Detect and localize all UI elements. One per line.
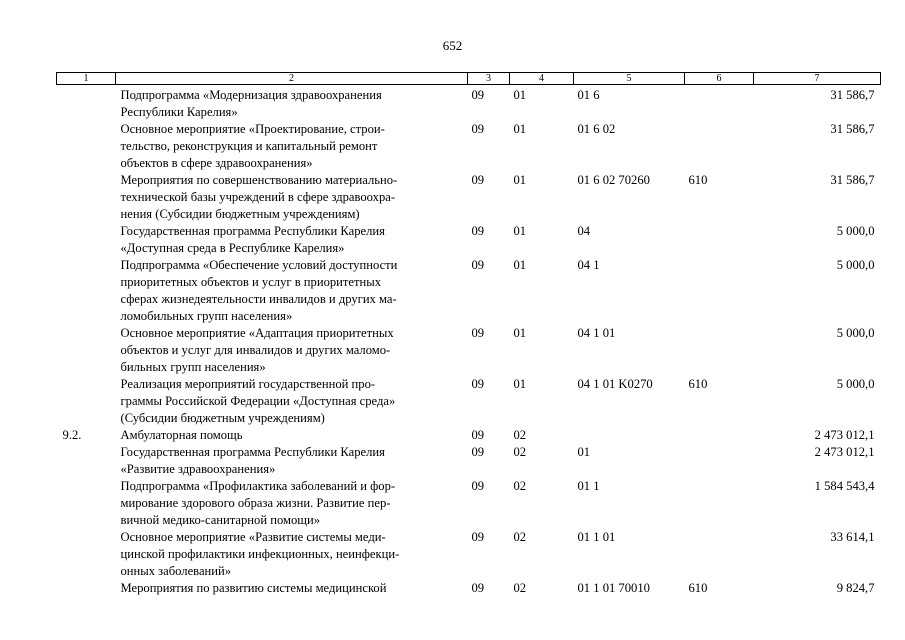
row-subsection-code: 02 (513, 581, 527, 595)
row-number (57, 529, 116, 580)
row-amount: 5 000,0 (836, 224, 875, 238)
row-section-code: 09 (471, 445, 485, 459)
row-number (57, 580, 116, 597)
row-target-article-code: 01 6 (577, 88, 600, 102)
row-expense-type-code: 610 (688, 377, 708, 391)
row-amount: 31 586,7 (830, 173, 875, 187)
row-name-line: технической базы учреждений в сфере здравоохра- (120, 190, 396, 204)
row-name-line: Основное мероприятие «Проектирование, строи- (120, 122, 385, 136)
column-header: 2 (116, 73, 468, 85)
table-row (57, 87, 881, 121)
row-target-article-code (574, 427, 685, 444)
row-expense-type-code (685, 325, 754, 376)
page-number: 652 (442, 38, 463, 53)
row-name-line: Республики Карелия» (120, 105, 238, 119)
row-name-line: «Доступная среда в Республике Карелия» (120, 241, 345, 255)
row-name-line: Подпрограмма «Профилактика заболеваний и фор- (120, 479, 396, 493)
row-name (116, 478, 468, 529)
row-section-code: 09 (471, 530, 485, 544)
row-expense-type-code (685, 478, 754, 529)
row-subsection-code: 02 (513, 530, 527, 544)
row-amount: 5 000,0 (836, 258, 875, 272)
row-amount: 2 473 012,1 (814, 428, 875, 442)
row-name (116, 529, 468, 580)
table-row (57, 376, 881, 427)
column-header: 1 (57, 73, 116, 85)
row-section-code: 09 (471, 377, 485, 391)
row-name (116, 223, 468, 257)
row-target-article-code: 04 1 01 K0270 (577, 377, 653, 391)
row-target-article-code: 01 (577, 445, 591, 459)
row-number (57, 121, 116, 172)
row-name-line: Мероприятия по совершенствованию материально- (120, 173, 398, 187)
table-row (57, 172, 881, 223)
row-subsection-code: 02 (513, 479, 527, 493)
row-name-line: граммы Российской Федерации «Доступная среда» (120, 394, 396, 408)
row-name (116, 325, 468, 376)
row-expense-type-code (685, 427, 754, 444)
row-name (116, 257, 468, 325)
row-amount: 31 586,7 (830, 88, 875, 102)
row-expense-type-code: 610 (688, 581, 708, 595)
column-header: 6 (685, 73, 754, 85)
row-name-line: объектов и услуг для инвалидов и других маломо- (120, 343, 391, 357)
row-target-article-code: 04 (577, 224, 591, 238)
row-name-line: «Развитие здравоохранения» (120, 462, 276, 476)
row-subsection-code: 02 (513, 428, 527, 442)
row-name-line: Государственная программа Республики Карелия (120, 224, 385, 238)
table-row (57, 257, 881, 325)
column-header-row (57, 73, 881, 85)
row-name-line: онных заболеваний» (120, 564, 232, 578)
row-section-code: 09 (471, 581, 485, 595)
row-target-article-code: 01 6 02 (577, 122, 616, 136)
row-number (57, 376, 116, 427)
row-section-code: 09 (471, 479, 485, 493)
row-amount: 9 824,7 (836, 581, 875, 595)
row-name-line: Подпрограмма «Обеспечение условий доступности (120, 258, 398, 272)
table-body (57, 85, 881, 598)
row-name-line: мирование здорового образа жизни. Развитие пер- (120, 496, 391, 510)
table-row (57, 444, 881, 478)
row-number (57, 444, 116, 478)
row-name (116, 376, 468, 427)
row-subsection-code: 02 (513, 445, 527, 459)
row-section-code: 09 (471, 258, 485, 272)
row-number (57, 223, 116, 257)
row-subsection-code: 01 (513, 377, 527, 391)
row-number (57, 478, 116, 529)
row-expense-type-code (685, 529, 754, 580)
row-expense-type-code: 610 (688, 173, 708, 187)
row-target-article-code: 01 1 01 (577, 530, 616, 544)
row-section-code: 09 (471, 88, 485, 102)
row-subsection-code: 01 (513, 88, 527, 102)
row-section-code: 09 (471, 122, 485, 136)
row-number (57, 87, 116, 121)
row-number (57, 257, 116, 325)
row-subsection-code: 01 (513, 122, 527, 136)
row-name (116, 172, 468, 223)
row-name (116, 580, 468, 597)
row-name-line: Мероприятия по развитию системы медицинской (120, 581, 387, 595)
row-target-article-code: 04 1 01 (577, 326, 616, 340)
row-expense-type-code (685, 87, 754, 121)
column-header: 5 (574, 73, 685, 85)
row-amount: 2 473 012,1 (814, 445, 875, 459)
row-name-line: Реализация мероприятий государственной про- (120, 377, 376, 391)
row-section-code: 09 (471, 224, 485, 238)
row-section-code: 09 (471, 326, 485, 340)
column-header: 7 (754, 73, 881, 85)
row-target-article-code: 01 1 (577, 479, 600, 493)
row-target-article-code: 01 6 02 70260 (577, 173, 650, 187)
row-name (116, 444, 468, 478)
row-subsection-code: 01 (513, 224, 527, 238)
row-amount: 31 586,7 (830, 122, 875, 136)
table-row (57, 325, 881, 376)
row-name (116, 427, 468, 444)
column-header: 3 (468, 73, 510, 85)
table-row (57, 478, 881, 529)
row-name-line: Государственная программа Республики Карелия (120, 445, 385, 459)
row-amount: 33 614,1 (830, 530, 875, 544)
row-name-line: Основное мероприятие «Адаптация приоритетных (120, 326, 394, 340)
row-name-line: Амбулаторная помощь (120, 428, 243, 442)
row-expense-type-code (685, 257, 754, 325)
row-expense-type-code (685, 223, 754, 257)
row-name-line: сферах жизнедеятельности инвалидов и других ма- (120, 292, 397, 306)
row-subsection-code: 01 (513, 258, 527, 272)
row-name-line: цинской профилактики инфекционных, неинфекци- (120, 547, 400, 561)
row-name-line: ломобильных групп населения» (120, 309, 293, 323)
row-amount: 1 584 543,4 (814, 479, 875, 493)
row-expense-type-code (685, 121, 754, 172)
table-row (57, 121, 881, 172)
column-header: 4 (510, 73, 574, 85)
row-expense-type-code (685, 444, 754, 478)
row-target-article-code: 01 1 01 70010 (577, 581, 650, 595)
table-row (57, 580, 881, 597)
row-target-article-code: 04 1 (577, 258, 600, 272)
row-name-line: тельство, реконструкция и капитальный ремонт (120, 139, 378, 153)
row-section-code: 09 (471, 428, 485, 442)
row-number (57, 172, 116, 223)
row-name-line: вичной медико-санитарной помощи» (120, 513, 321, 527)
row-amount: 5 000,0 (836, 326, 875, 340)
row-number: 9.2. (62, 428, 82, 442)
row-amount: 5 000,0 (836, 377, 875, 391)
table-row (57, 427, 881, 444)
row-section-code: 09 (471, 173, 485, 187)
row-name (116, 87, 468, 121)
row-name-line: Подпрограмма «Модернизация здравоохранения (120, 88, 382, 102)
row-number (57, 325, 116, 376)
row-subsection-code: 01 (513, 326, 527, 340)
table-row (57, 223, 881, 257)
row-subsection-code: 01 (513, 173, 527, 187)
budget-table (56, 72, 881, 597)
row-name-line: объектов в сфере здравоохранения» (120, 156, 313, 170)
row-name-line: (Субсидии бюджетным учреждениям) (120, 411, 325, 425)
row-name-line: приоритетных объектов и услуг в приоритетных (120, 275, 381, 289)
row-name (116, 121, 468, 172)
row-name-line: Основное мероприятие «Развитие системы меди- (120, 530, 386, 544)
table-row (57, 529, 881, 580)
row-name-line: бильных групп населения» (120, 360, 266, 374)
row-name-line: нения (Субсидии бюджетным учреждениям) (120, 207, 360, 221)
